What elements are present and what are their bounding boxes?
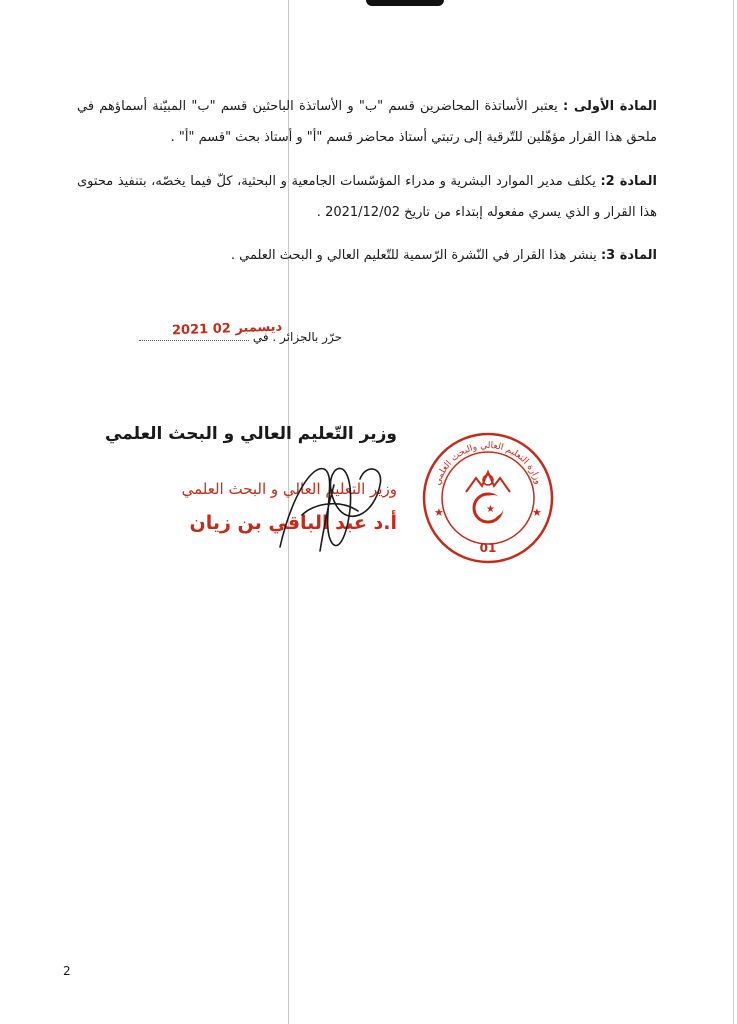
page-edge-line [733,0,734,1024]
seal-star-left: ★ [434,506,444,519]
article-second [77,166,657,228]
minister-stamp-name: أ.د عبد الباقي بن زيان [189,512,397,534]
article-third [77,240,657,271]
article-second-label: المادة 2: [600,174,657,189]
article-third-text: ينشر هذا القرار في النّشرة الرّسمية للتّعليم العالي و البحث العلمي . [230,248,597,263]
article-second-text: يكلف مدير الموارد البشرية و مدراء المؤسّسات الجامعية و البحثية، كلّ فيما يخصّه، بتنفيذ محتوى هذا القرار و الذي يسري مفعوله إبتداء من تاريخ 2021/12/02 . [77,174,657,220]
article-first-label: المادة الأولى : [563,99,658,114]
seal-ring-text: وزارة التعليم العالي والبحث العلمي [432,440,543,487]
article-first-text: يعتبر الأساتذة المحاضرين قسم "ب" و الأساتذة الباحثين قسم "ب" المبيّنة أسماؤهم في ملحق هذا القرار مؤهّلين للتّرقية إلى رتبتي أستاذ محاضر قسم "أ" و أستاذ بحث "قسم "أ" . [77,99,657,145]
date-dotted-line [139,340,249,341]
seal-emblem [466,472,510,522]
seal-star-right: ★ [532,506,542,519]
official-seal [420,430,556,566]
date-stamp: 2021 ديسمبر 02 [171,319,283,339]
article-third-label: المادة 3: [600,248,657,263]
svg-text:★: ★ [486,504,495,515]
handwritten-signature [262,455,402,560]
seal-number: 01 [479,541,497,555]
page-number: 2 [63,964,71,978]
scan-top-mark [366,0,444,6]
signing-place-text: حرّر بالجزائر . في [252,330,342,344]
minister-title: وزير التّعليم العالي و البحث العلمي [105,424,397,444]
minister-stamp-title: وزير التعليم العالي و البحث العلمي [181,480,397,498]
article-first [77,91,657,153]
